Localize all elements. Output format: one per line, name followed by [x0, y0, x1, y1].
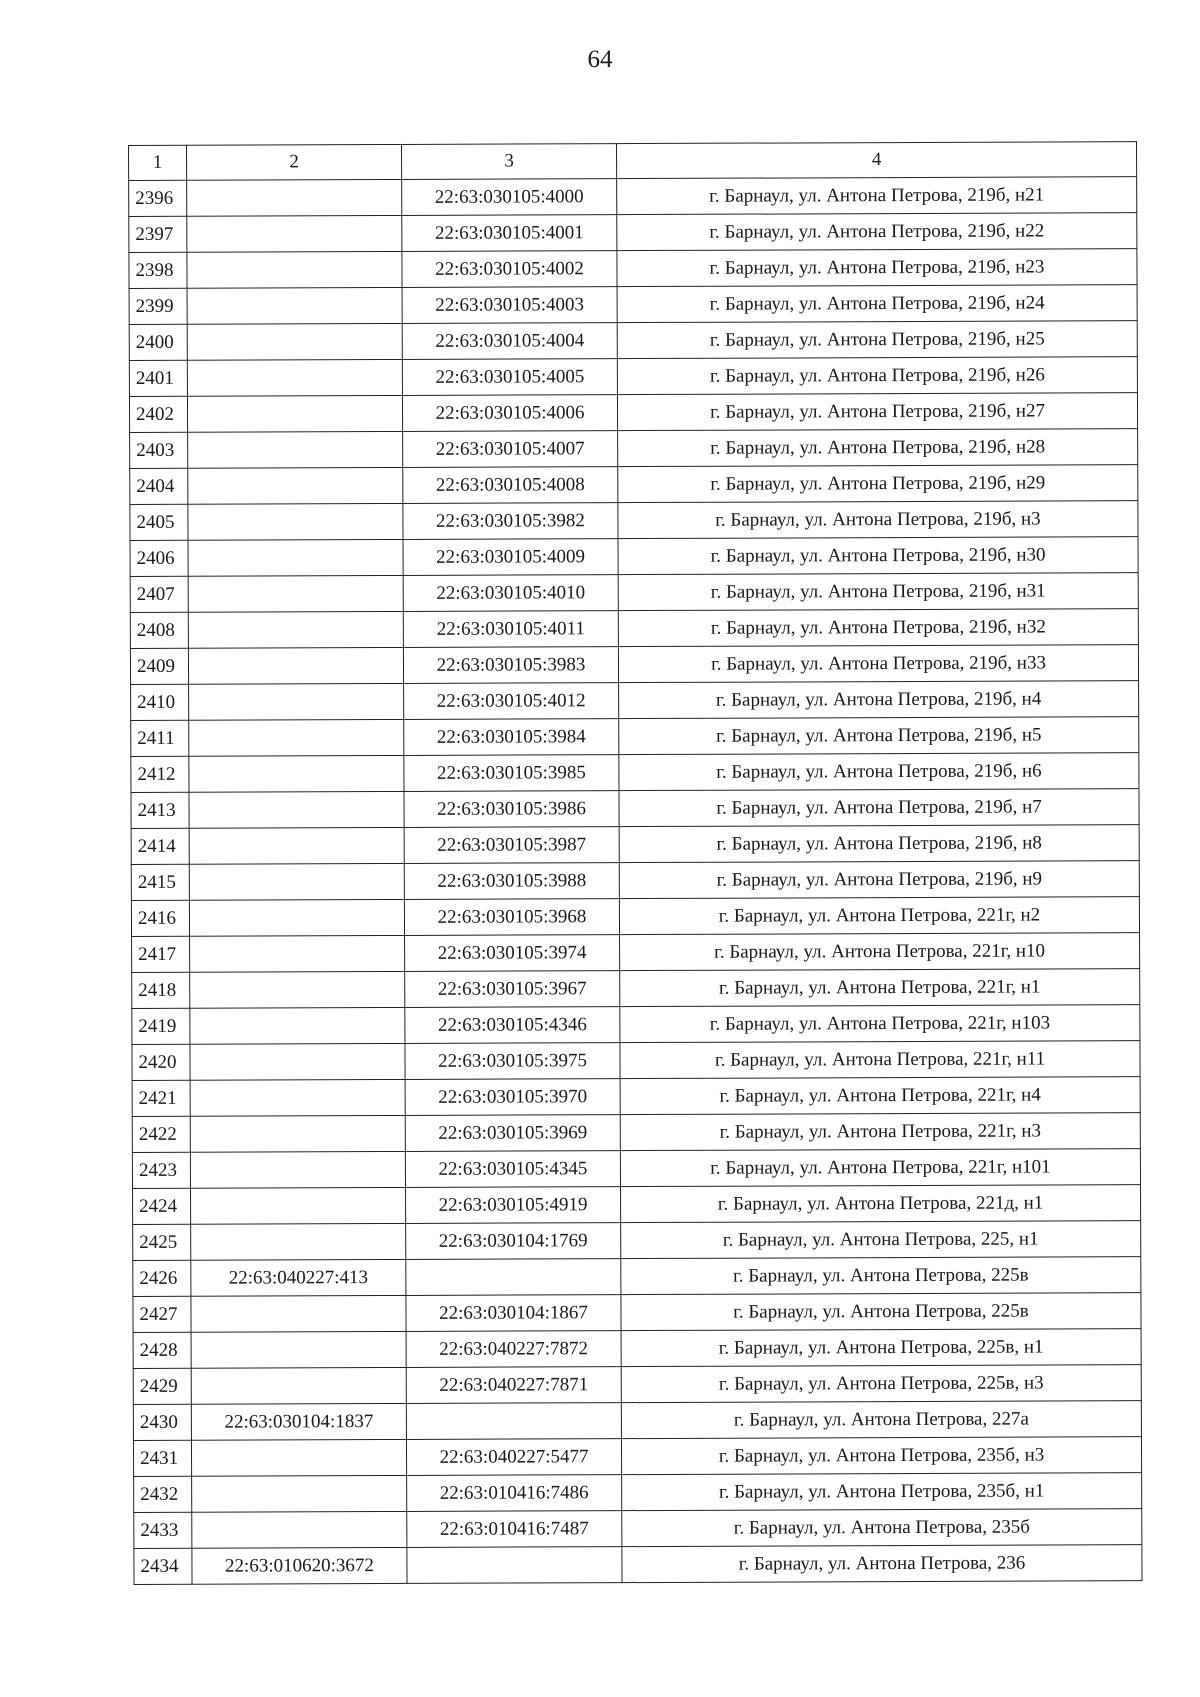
col-3-cadastral-cell: 22:63:010416:7486 [407, 1475, 622, 1512]
address-cell: г. Барнаул, ул. Антона Петрова, 221д, н1 [621, 1185, 1141, 1223]
col-3-cadastral-cell: 22:63:030105:3985 [404, 755, 619, 792]
header-col-4: 4 [616, 142, 1136, 179]
col-3-cadastral-cell: 22:63:030105:3970 [405, 1079, 620, 1116]
row-number-cell: 2400 [129, 324, 187, 360]
address-cell: г. Барнаул, ул. Антона Петрова, 235б, н3 [621, 1437, 1141, 1475]
table-row [132, 1041, 1140, 1081]
table-row [132, 933, 1140, 973]
row-number-cell: 2428 [133, 1332, 191, 1368]
col-2-cadastral-cell [191, 1187, 406, 1224]
row-number-cell: 2431 [133, 1440, 191, 1476]
col-2-cadastral-cell [188, 539, 403, 576]
address-cell: г. Барнаул, ул. Антона Петрова, 219б, н31 [618, 573, 1138, 611]
row-number-cell: 2432 [134, 1476, 192, 1512]
col-3-cadastral-cell: 22:63:040227:7872 [406, 1331, 621, 1368]
table-row [130, 429, 1138, 469]
row-number-cell: 2429 [133, 1368, 191, 1404]
table-row [129, 213, 1137, 253]
address-cell: г. Барнаул, ул. Антона Петрова, 219б, н23 [617, 249, 1137, 287]
col-3-cadastral-cell: 22:63:040227:5477 [406, 1439, 621, 1476]
table-row [134, 1545, 1142, 1585]
col-2-cadastral-cell [187, 359, 402, 396]
col-3-cadastral-cell: 22:63:030105:4005 [402, 359, 617, 396]
col-2-cadastral-cell [189, 863, 404, 900]
row-number-cell: 2403 [130, 432, 188, 468]
header-row [129, 142, 1137, 181]
row-number-cell: 2397 [129, 216, 187, 252]
address-cell: г. Барнаул, ул. Антона Петрова, 221г, н101 [620, 1149, 1140, 1187]
col-2-cadastral-cell [192, 1475, 407, 1512]
address-cell: г. Барнаул, ул. Антона Петрова, 219б, н5 [619, 717, 1139, 755]
table-row [133, 1185, 1141, 1225]
col-3-cadastral-cell: 22:63:030105:3969 [405, 1115, 620, 1152]
col-3-cadastral-cell: 22:63:030105:4011 [403, 611, 618, 648]
row-number-cell: 2426 [133, 1260, 191, 1296]
address-cell: г. Барнаул, ул. Антона Петрова, 219б, н25 [617, 321, 1137, 359]
address-cell: г. Барнаул, ул. Антона Петрова, 235б, н1 [622, 1473, 1142, 1511]
col-2-cadastral-cell [189, 899, 404, 936]
col-3-cadastral-cell: 22:63:030105:4346 [405, 1007, 620, 1044]
col-3-cadastral-cell: 22:63:030105:4009 [403, 539, 618, 576]
row-number-cell: 2423 [132, 1152, 190, 1188]
address-cell: г. Барнаул, ул. Антона Петрова, 236 [622, 1545, 1142, 1583]
address-cell: г. Барнаул, ул. Антона Петрова, 219б, н29 [618, 465, 1138, 503]
table-row [133, 1293, 1141, 1333]
address-cell: г. Барнаул, ул. Антона Петрова, 235б [622, 1509, 1142, 1547]
col-2-cadastral-cell: 22:63:030104:1837 [191, 1403, 406, 1440]
table-row [129, 285, 1137, 325]
row-number-cell: 2422 [132, 1116, 190, 1152]
table-row [131, 681, 1139, 721]
col-2-cadastral-cell [187, 323, 402, 360]
address-cell: г. Барнаул, ул. Антона Петрова, 219б, н6 [619, 753, 1139, 791]
col-3-cadastral-cell: 22:63:030105:3967 [405, 971, 620, 1008]
header-col-3: 3 [401, 144, 616, 180]
col-2-cadastral-cell [191, 1223, 406, 1260]
col-3-cadastral-cell: 22:63:030105:3983 [403, 647, 618, 684]
col-2-cadastral-cell [191, 1439, 406, 1476]
table-row [130, 537, 1138, 577]
address-cell: г. Барнаул, ул. Антона Петрова, 225в [621, 1293, 1141, 1331]
col-3-cadastral-cell: 22:63:030105:4001 [402, 215, 617, 252]
address-cell: г. Барнаул, ул. Антона Петрова, 219б, н32 [618, 609, 1138, 647]
table-row [129, 177, 1137, 217]
table-row [131, 717, 1139, 757]
col-2-cadastral-cell [187, 395, 402, 432]
table-row [129, 321, 1137, 361]
col-2-cadastral-cell [188, 503, 403, 540]
col-2-cadastral-cell [189, 719, 404, 756]
col-2-cadastral-cell [187, 287, 402, 324]
col-3-cadastral-cell [407, 1547, 622, 1584]
col-2-cadastral-cell [188, 611, 403, 648]
table-row [130, 645, 1138, 685]
col-3-cadastral-cell: 22:63:030105:3975 [405, 1043, 620, 1080]
page-number: 64 [587, 46, 613, 73]
row-number-cell: 2412 [131, 756, 189, 792]
col-3-cadastral-cell: 22:63:030105:4919 [406, 1187, 621, 1224]
col-2-cadastral-cell [190, 971, 405, 1008]
table-row [132, 969, 1140, 1009]
table-row [133, 1401, 1141, 1441]
col-2-cadastral-cell [190, 1115, 405, 1152]
col-2-cadastral-cell [188, 575, 403, 612]
col-2-cadastral-cell [191, 1367, 406, 1404]
row-number-cell: 2420 [132, 1044, 190, 1080]
table-row [131, 789, 1139, 829]
address-cell: г. Барнаул, ул. Антона Петрова, 221г, н11 [620, 1041, 1140, 1079]
table-row [131, 825, 1139, 865]
col-3-cadastral-cell: 22:63:030105:4004 [402, 323, 617, 360]
table-row [132, 1005, 1140, 1045]
row-number-cell: 2418 [132, 972, 190, 1008]
address-cell: г. Барнаул, ул. Антона Петрова, 219б, н21 [617, 177, 1137, 215]
row-number-cell: 2405 [130, 504, 188, 540]
address-cell: г. Барнаул, ул. Антона Петрова, 225, н1 [621, 1221, 1141, 1259]
col-3-cadastral-cell: 22:63:030105:4000 [402, 179, 617, 216]
table-row [132, 1113, 1140, 1153]
address-cell: г. Барнаул, ул. Антона Петрова, 225в, н3 [621, 1365, 1141, 1403]
row-number-cell: 2399 [129, 288, 187, 324]
col-3-cadastral-cell: 22:63:030105:4003 [402, 287, 617, 324]
col-3-cadastral-cell: 22:63:030105:4345 [405, 1151, 620, 1188]
address-cell: г. Барнаул, ул. Антона Петрова, 225в [621, 1257, 1141, 1295]
col-3-cadastral-cell: 22:63:030105:3986 [404, 791, 619, 828]
address-cell: г. Барнаул, ул. Антона Петрова, 225в, н1 [621, 1329, 1141, 1367]
col-3-cadastral-cell: 22:63:030105:3974 [405, 935, 620, 972]
col-2-cadastral-cell [189, 791, 404, 828]
row-number-cell: 2409 [130, 648, 188, 684]
col-2-cadastral-cell [190, 1007, 405, 1044]
address-cell: г. Барнаул, ул. Антона Петрова, 221г, н10 [620, 933, 1140, 971]
table-row [132, 1077, 1140, 1117]
col-3-cadastral-cell: 22:63:030105:4006 [402, 395, 617, 432]
table-row [133, 1365, 1141, 1405]
col-2-cadastral-cell [188, 467, 403, 504]
row-number-cell: 2396 [129, 180, 187, 216]
table-row [130, 465, 1138, 505]
address-cell: г. Барнаул, ул. Антона Петрова, 227а [621, 1401, 1141, 1439]
address-cell: г. Барнаул, ул. Антона Петрова, 219б, н22 [617, 213, 1137, 251]
row-number-cell: 2408 [130, 612, 188, 648]
table-row [130, 501, 1138, 541]
col-3-cadastral-cell: 22:63:030105:3984 [404, 719, 619, 756]
row-number-cell: 2424 [133, 1188, 191, 1224]
table-row [131, 897, 1139, 937]
row-number-cell: 2398 [129, 252, 187, 288]
row-number-cell: 2425 [133, 1224, 191, 1260]
row-number-cell: 2430 [133, 1404, 191, 1440]
row-number-cell: 2416 [131, 900, 189, 936]
table-row [133, 1437, 1141, 1477]
col-2-cadastral-cell [188, 431, 403, 468]
address-cell: г. Барнаул, ул. Антона Петрова, 219б, н7 [619, 789, 1139, 827]
table-row [132, 1149, 1140, 1189]
row-number-cell: 2417 [132, 936, 190, 972]
col-2-cadastral-cell [191, 1331, 406, 1368]
row-number-cell: 2414 [131, 828, 189, 864]
address-cell: г. Барнаул, ул. Антона Петрова, 221г, н1 [620, 969, 1140, 1007]
table-row [129, 249, 1137, 289]
table-row [134, 1473, 1142, 1513]
col-3-cadastral-cell: 22:63:030105:4012 [404, 683, 619, 720]
col-2-cadastral-cell [191, 1295, 406, 1332]
col-2-cadastral-cell: 22:63:040227:413 [191, 1259, 406, 1296]
col-2-cadastral-cell [189, 827, 404, 864]
col-3-cadastral-cell: 22:63:030104:1769 [406, 1223, 621, 1260]
table-row [130, 573, 1138, 613]
address-cell: г. Барнаул, ул. Антона Петрова, 219б, н24 [617, 285, 1137, 323]
table-row [134, 1509, 1142, 1549]
table-row [131, 753, 1139, 793]
table-row [130, 609, 1138, 649]
address-cell: г. Барнаул, ул. Антона Петрова, 219б, н3 [618, 501, 1138, 539]
table-row [133, 1257, 1141, 1297]
row-number-cell: 2402 [129, 396, 187, 432]
col-3-cadastral-cell: 22:63:030105:3982 [403, 503, 618, 540]
col-3-cadastral-cell: 22:63:030104:1867 [406, 1295, 621, 1332]
row-number-cell: 2434 [134, 1548, 192, 1584]
row-number-cell: 2415 [131, 864, 189, 900]
address-cell: г. Барнаул, ул. Антона Петрова, 219б, н8 [619, 825, 1139, 863]
address-cell: г. Барнаул, ул. Антона Петрова, 221г, н4 [620, 1077, 1140, 1115]
col-2-cadastral-cell [187, 215, 402, 252]
table-header [129, 142, 1137, 181]
col-2-cadastral-cell: 22:63:010620:3672 [192, 1547, 407, 1584]
col-3-cadastral-cell: 22:63:040227:7871 [406, 1367, 621, 1404]
address-cell: г. Барнаул, ул. Антона Петрова, 219б, н33 [618, 645, 1138, 683]
table-row [133, 1329, 1141, 1369]
col-2-cadastral-cell [188, 647, 403, 684]
row-number-cell: 2433 [134, 1512, 192, 1548]
address-cell: г. Барнаул, ул. Антона Петрова, 219б, н27 [617, 393, 1137, 431]
col-3-cadastral-cell: 22:63:030105:4007 [403, 431, 618, 468]
col-2-cadastral-cell [187, 179, 402, 216]
address-cell: г. Барнаул, ул. Антона Петрова, 219б, н30 [618, 537, 1138, 575]
table-row [129, 357, 1137, 397]
address-cell: г. Барнаул, ул. Антона Петрова, 219б, н26 [617, 357, 1137, 395]
row-number-cell: 2419 [132, 1008, 190, 1044]
address-cell: г. Барнаул, ул. Антона Петрова, 219б, н4 [619, 681, 1139, 719]
row-number-cell: 2407 [130, 576, 188, 612]
col-2-cadastral-cell [190, 1079, 405, 1116]
row-number-cell: 2406 [130, 540, 188, 576]
col-3-cadastral-cell: 22:63:030105:4010 [403, 575, 618, 612]
row-number-cell: 2410 [131, 684, 189, 720]
col-3-cadastral-cell: 22:63:010416:7487 [407, 1511, 622, 1548]
address-cell: г. Барнаул, ул. Антона Петрова, 219б, н28 [618, 429, 1138, 467]
col-2-cadastral-cell [190, 935, 405, 972]
table-row [133, 1221, 1141, 1261]
col-3-cadastral-cell: 22:63:030105:3968 [404, 899, 619, 936]
col-3-cadastral-cell: 22:63:030105:3988 [404, 863, 619, 900]
col-2-cadastral-cell [192, 1511, 407, 1548]
table-body [129, 177, 1142, 1585]
col-3-cadastral-cell: 22:63:030105:4002 [402, 251, 617, 288]
col-3-cadastral-cell [406, 1403, 621, 1440]
col-3-cadastral-cell: 22:63:030105:4008 [403, 467, 618, 504]
col-2-cadastral-cell [187, 251, 402, 288]
row-number-cell: 2427 [133, 1296, 191, 1332]
row-number-cell: 2411 [131, 720, 189, 756]
row-number-cell: 2421 [132, 1080, 190, 1116]
address-cell: г. Барнаул, ул. Антона Петрова, 221г, н103 [620, 1005, 1140, 1043]
address-cell: г. Барнаул, ул. Антона Петрова, 221г, н2 [619, 897, 1139, 935]
row-number-cell: 2404 [130, 468, 188, 504]
header-col-1: 1 [129, 145, 187, 180]
row-number-cell: 2401 [129, 360, 187, 396]
address-cell: г. Барнаул, ул. Антона Петрова, 221г, н3 [620, 1113, 1140, 1151]
table-row [131, 861, 1139, 901]
col-2-cadastral-cell [189, 683, 404, 720]
col-3-cadastral-cell: 22:63:030105:3987 [404, 827, 619, 864]
registry-table [128, 141, 1143, 1585]
table-row [129, 393, 1137, 433]
col-2-cadastral-cell [190, 1043, 405, 1080]
header-col-2: 2 [187, 144, 402, 180]
col-2-cadastral-cell [190, 1151, 405, 1188]
col-3-cadastral-cell [406, 1259, 621, 1296]
col-2-cadastral-cell [189, 755, 404, 792]
row-number-cell: 2413 [131, 792, 189, 828]
address-cell: г. Барнаул, ул. Антона Петрова, 219б, н9 [619, 861, 1139, 899]
